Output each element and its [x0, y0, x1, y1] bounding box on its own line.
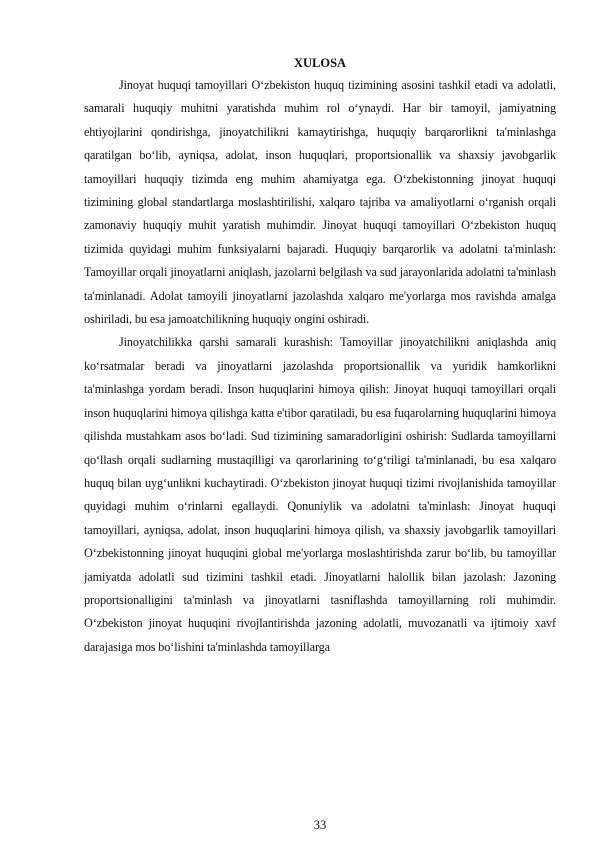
body-text — [84, 74, 556, 659]
section-heading: XULOSA — [293, 56, 347, 70]
paragraph-2: Jinoyatchilikka qarshi samarali kurashish: Tamoyillar jinoyatchilikni aniqlashda aniq ko‘rsatmalar beradi va jinoyatlarni jazolashda proportsionallik va yuridik hamkorlikni ta'minlashga yordam beradi. Inson huquqlarini himoya qilish: Jinoyat huquqi tamoyillari orqali inson huquqlarini himoya qilishga katta e'tibor qaratiladi, bu esa fuqarolarning huquqlarini himoya qilishda mustahkam asos bo‘ladi. Sud tizimining samaradorligini oshirish: Sudlarda tamoyillarni qo‘llash orqali sudlarning mustaqilligi va qarorlarining to‘g‘riligi ta'minlanadi, bu esa xalqaro huquq bilan uyg‘unlikni kuchaytiradi. O‘zbekiston jinoyat huquqi tizimi rivojlanishida tamoyillar quyidagi muhim o‘rinlarni egallaydi. Qonuniylik va adolatni ta'minlash: Jinoyat huquqi tamoyillari, ayniqsa, adolat, inson huquqlarini himoya qilish, va shaxsiy javobgarlik tamoyillari O‘zbekistonning jinoyat huquqini global me'yorlarga moslashtirishda zarur bo‘lib, bu tamoyillar jamiyatda adolatli sud tizimini tashkil etadi. Jinoyatlarni halollik bilan jazolash: Jazoning proportsionalligini ta'minlash va jinoyatlarni tasniflashda tamoyillarning roli muhimdir. O‘zbekiston jinoyat huquqini rivojlantirishda jazoning adolatli, muvozanatli va ijtimoiy xavf darajasiga mos bo‘lishini ta'minlashda tamoyillarga — [84, 335, 556, 654]
page-number: 33 — [313, 818, 327, 832]
paragraph-1: Jinoyat huquqi tamoyillari O‘zbekiston huquq tizimining asosini tashkil etadi va adolatli, samarali huquqiy muhitni yaratishda muhim rol o‘ynaydi. Har bir tamoyil, jamiyatning ehtiyojlarini qondirishga, jinoyatchilikni kamaytirishga, huquqiy barqarorlikni ta'minlashga qaratilgan bo‘lib, ayniqsa, adolat, inson huquqlari, proportsionallik va shaxsiy javobgarlik tamoyillari huquqiy tizimda eng muhim ahamiyatga ega. O‘zbekistonning jinoyat huquqi tizimining global standartlarga moslashtirilishi, xalqaro tajriba va amaliyotlarni o‘rganish orqali zamonaviy huquqiy muhit yaratish muhimdir. Jinoyat huquqi tamoyillari O‘zbekiston huquq tizimida quyidagi muhim funksiyalarni bajaradi. Huquqiy barqarorlik va adolatni ta'minlash: Tamoyillar orqali jinoyatlarni aniqlash, jazolarni belgilash va sud jarayonlarida adolatni ta'minlash ta'minlanadi. Adolat tamoyili jinoyatlarni jazolashda xalqaro me'yorlarga mos ravishda amalga oshiriladi, bu esa jamoatchilikning huquqiy ongini oshiradi. — [84, 78, 556, 327]
